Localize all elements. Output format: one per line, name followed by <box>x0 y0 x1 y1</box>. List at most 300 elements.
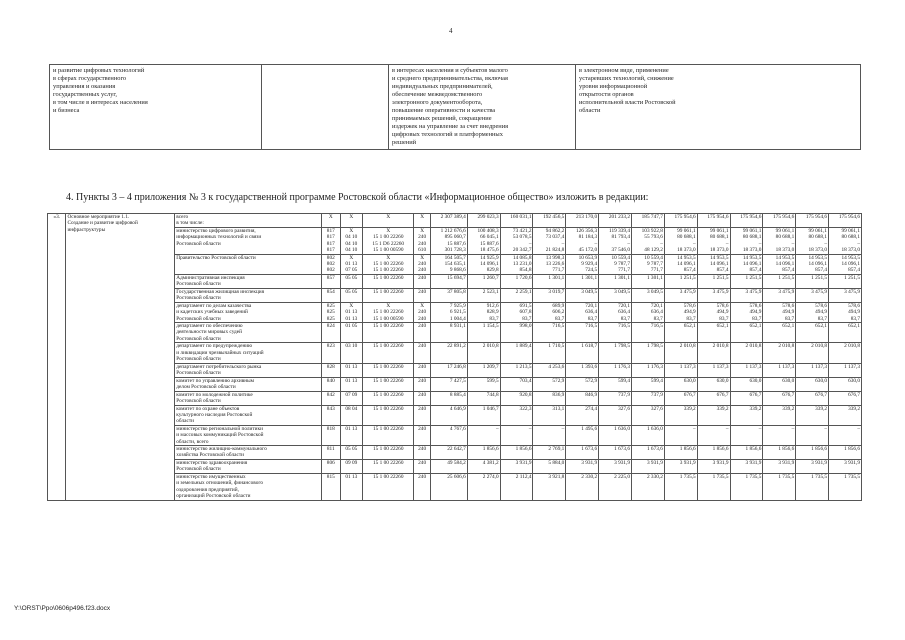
year-value: 1 856,6 <box>664 445 697 459</box>
year-value: 2 010,8 <box>664 343 697 363</box>
year-value: 1 301,1 <box>533 274 566 288</box>
year-value: 14 953,5 14 096,1 857,4 <box>730 254 763 274</box>
year-value: 3 931,9 <box>500 459 533 473</box>
total-value: 4 646,9 <box>430 405 467 425</box>
year-value: 185 747,7 <box>632 214 665 228</box>
year-value: 703,4 <box>500 377 533 391</box>
year-value: 175 954,6 <box>829 214 862 228</box>
total-value: 22 891,2 <box>430 343 467 363</box>
year-value: 1 673,6 <box>632 445 665 459</box>
executor-name: комитет по охране объектов культурного наследия Ростовской области <box>175 405 322 425</box>
executor-name: департамент по обеспечению деятельности мировых судей Ростовской области <box>175 323 322 343</box>
grbs-code: 811 <box>322 445 340 459</box>
year-value: 1 176,3 <box>632 363 665 377</box>
vr-code: 240 <box>414 377 430 391</box>
csr-code: 15 1 00 22260 <box>363 425 414 445</box>
total-value: 7 427,5 <box>430 377 467 391</box>
year-value: 720,1 636,4 83,7 <box>566 302 599 322</box>
total-value: 17 246,8 <box>430 363 467 377</box>
executor-name: комитет по управлению архивным делом Ростовской области <box>175 377 322 391</box>
year-value: 2 225,0 <box>599 473 632 500</box>
year-value: 2 010,8 <box>763 343 796 363</box>
year-value: 1 137,3 <box>730 363 763 377</box>
year-value: 327,6 <box>599 405 632 425</box>
year-value: 3 931,9 <box>632 459 665 473</box>
vr-code: 240 <box>414 473 430 500</box>
year-value: 3 475,9 <box>730 288 763 302</box>
file-path-footer: Y:\ORST\Ppo\0606p496.f23.docx <box>14 605 111 612</box>
year-value: 3 475,9 <box>664 288 697 302</box>
year-value: 99 061,1 80 688,1 – 18 373,0 <box>697 228 730 255</box>
year-value: 1 176,3 <box>599 363 632 377</box>
year-value: 716,5 <box>533 323 566 343</box>
year-value: 1 856,6 <box>467 445 500 459</box>
year-value: 14 953,5 14 096,1 857,4 <box>829 254 862 274</box>
year-value: 1 046,7 <box>467 405 500 425</box>
year-value: 691,5 607,8 83,7 <box>500 302 533 322</box>
grbs-code: X <box>322 214 340 228</box>
year-value: 1 710,5 <box>533 343 566 363</box>
year-value: 3 475,9 <box>763 288 796 302</box>
year-value: 126 356,3 81 184,3 – 45 172,0 <box>566 228 599 255</box>
grbs-code: 823 <box>322 343 340 363</box>
year-value: 3 931,9 <box>697 459 730 473</box>
year-value: 119 339,4 81 793,4 – 37 546,0 <box>599 228 632 255</box>
year-value: 14 953,5 14 096,1 857,4 <box>763 254 796 274</box>
section-heading: 4. Пункты 3 – 4 приложения № 3 к государственной программе Ростовской области «Информационное общество» изложить в редакции: <box>66 192 649 203</box>
year-value: 1 137,3 <box>763 363 796 377</box>
year-value: 4 253,6 <box>533 363 566 377</box>
year-value: 1 673,6 <box>566 445 599 459</box>
year-value: 652,1 <box>664 323 697 343</box>
rzpr-code: X <box>340 214 363 228</box>
year-value: 1 636,0 <box>599 425 632 445</box>
vr-code: 240 <box>414 459 430 473</box>
top-table <box>49 64 861 150</box>
year-value: 99 061,1 80 688,1 – 18 373,0 <box>763 228 796 255</box>
total-value: 8 885,4 <box>430 391 467 405</box>
csr-code: 15 1 00 22260 <box>363 323 414 343</box>
executor-name: министерство здравоохранения Ростовской области <box>175 459 322 473</box>
year-value: 630,0 <box>664 377 697 391</box>
year-value: – <box>664 425 697 445</box>
rzpr-code: 03 10 <box>340 343 363 363</box>
year-value: 1 137,3 <box>796 363 829 377</box>
year-value: – <box>829 425 862 445</box>
year-value: 14 085,8 13 231,0 854,8 <box>500 254 533 274</box>
year-value: 1 856,6 <box>697 445 730 459</box>
vr-code: 240 <box>414 288 430 302</box>
csr-code: 15 1 00 22260 <box>363 459 414 473</box>
total-value: 37 805,8 <box>430 288 467 302</box>
year-value: 339,2 <box>664 405 697 425</box>
rzpr-code: 01 13 <box>340 425 363 445</box>
year-value: 3 921,8 <box>533 473 566 500</box>
year-value: 920,8 <box>500 391 533 405</box>
year-value: 1 673,6 <box>599 445 632 459</box>
year-value: 676,7 <box>730 391 763 405</box>
year-value: 1 137,3 <box>697 363 730 377</box>
grbs-code: 802 802 802 <box>322 254 340 274</box>
year-value: 1 137,3 <box>829 363 862 377</box>
year-value: 3 931,9 <box>664 459 697 473</box>
vr-code: 240 <box>414 405 430 425</box>
rzpr-code: 01 13 <box>340 363 363 377</box>
year-value: 1 636,0 <box>632 425 665 445</box>
rzpr-code: 01 05 <box>340 323 363 343</box>
rzpr-code: 07 09 <box>340 391 363 405</box>
rzpr-code: 05 05 <box>340 288 363 302</box>
year-value: 99 061,1 80 688,1 – 18 373,0 <box>664 228 697 255</box>
year-value: 652,1 <box>730 323 763 343</box>
top-col3: в интересах населения и субъектов малого и среднего предпринимательства, включая индивидуальных предпринимателей, обеспечение межведомственного электронного документооборота, повышение оперативности и качества принимаемых решений, сокращение издержек на управление за счет внедрения цифровых технологий и платформенных решений <box>389 65 576 150</box>
year-value: 1 260,7 <box>467 274 500 288</box>
grbs-code: 817 817 817 817 <box>322 228 340 255</box>
year-value: 1 251,5 <box>829 274 862 288</box>
csr-code: 15 1 00 22260 <box>363 405 414 425</box>
grbs-code: 815 <box>322 473 340 500</box>
year-value: 339,2 <box>796 405 829 425</box>
year-value: 1 618,7 <box>566 343 599 363</box>
year-value: 3 931,9 <box>796 459 829 473</box>
vr-code: 240 <box>414 425 430 445</box>
vr-code: X 240 240 610 <box>414 228 430 255</box>
year-value: 1 735,5 <box>697 473 730 500</box>
executor-name: департамент потребительского рынка Ростовской области <box>175 363 322 377</box>
rzpr-code: 05 05 <box>340 274 363 288</box>
total-value: 7 925,9 6 921,5 1 004,4 <box>430 302 467 322</box>
total-value: 164 505,7 154 635,1 9 868,6 <box>430 254 467 274</box>
year-value: 10 653,9 9 929,4 724,5 <box>566 254 599 274</box>
csr-code: 15 1 00 22260 <box>363 473 414 500</box>
executor-name: министерство цифрового развития, информационных технологий и связи Ростовской области <box>175 228 322 255</box>
year-value: 160 031,1 <box>500 214 533 228</box>
year-value: 676,7 <box>829 391 862 405</box>
year-value: 676,7 <box>664 391 697 405</box>
year-value: 630,0 <box>796 377 829 391</box>
page-number: 4 <box>449 27 453 35</box>
year-value: 3 049,5 <box>566 288 599 302</box>
year-value: 1 735,5 <box>664 473 697 500</box>
year-value: 14 953,5 14 096,1 857,4 <box>697 254 730 274</box>
executor-name: министерство региональной политики и массовых коммуникаций Ростовской области, всего <box>175 425 322 445</box>
vr-code: X 240 240 <box>414 302 430 322</box>
year-value: 94 862,2 73 037,4 – 21 824,8 <box>533 228 566 255</box>
year-value: – <box>467 425 500 445</box>
year-value: 578,6 494,9 83,7 <box>763 302 796 322</box>
executor-name: департамент по предупреждению и ликвидации чрезвычайных ситуаций Ростовской области <box>175 343 322 363</box>
year-value: 716,5 <box>566 323 599 343</box>
year-value: 192 456,5 <box>533 214 566 228</box>
year-value: 2 274,0 <box>467 473 500 500</box>
rzpr-code: X 01 13 01 13 <box>340 302 363 322</box>
grbs-code: 842 <box>322 391 340 405</box>
top-col2 <box>262 65 389 150</box>
year-value: 2 010,8 <box>730 343 763 363</box>
year-value: 14 953,5 14 096,1 857,4 <box>796 254 829 274</box>
year-value: 2 259,1 <box>500 288 533 302</box>
year-value: 1 735,5 <box>730 473 763 500</box>
year-value: 175 954,6 <box>796 214 829 228</box>
year-value: 1 735,5 <box>829 473 862 500</box>
year-value: 1 798,5 <box>599 343 632 363</box>
year-value: 14 953,5 14 096,1 857,4 <box>664 254 697 274</box>
year-value: 73 421,2 53 078,5 – 20 342,7 <box>500 228 533 255</box>
year-value: 599,4 <box>632 377 665 391</box>
year-value: 175 954,6 <box>697 214 730 228</box>
vr-code: X 240 240 <box>414 254 430 274</box>
year-value: 630,0 <box>829 377 862 391</box>
grbs-code: 840 <box>322 377 340 391</box>
year-value: 299 023,3 <box>467 214 500 228</box>
executor-name: министерство жилищно-коммунального хозяйства Ростовской области <box>175 445 322 459</box>
year-value: 1 154,5 <box>467 323 500 343</box>
year-value: 201 233,2 <box>599 214 632 228</box>
year-value: 3 931,9 <box>566 459 599 473</box>
vr-code: 240 <box>414 391 430 405</box>
rzpr-code: X 01 13 07 05 <box>340 254 363 274</box>
executor-name: Государственная жилищная инспекция Ростовской области <box>175 288 322 302</box>
year-value: 1 301,1 <box>599 274 632 288</box>
year-value: 689,9 606,2 83,7 <box>533 302 566 322</box>
csr-code: 15 1 00 22260 <box>363 274 414 288</box>
year-value: 99 061,1 80 688,1 – 18 373,0 <box>829 228 862 255</box>
csr-code: 15 1 00 22260 <box>363 288 414 302</box>
year-value: 630,0 <box>763 377 796 391</box>
year-value: 630,0 <box>730 377 763 391</box>
year-value: 652,1 <box>763 323 796 343</box>
year-value: 1 856,6 <box>796 445 829 459</box>
year-value: 912,6 828,9 83,7 <box>467 302 500 322</box>
year-value: 10 559,4 9 787,7 771,7 <box>599 254 632 274</box>
year-value: 103 922,8 55 793,6 – 48 129,2 <box>632 228 665 255</box>
year-value: 1 251,5 <box>730 274 763 288</box>
year-value: 3 931,9 <box>763 459 796 473</box>
vr-code: 240 <box>414 343 430 363</box>
total-value: 22 642,7 <box>430 445 467 459</box>
year-value: 2 112,4 <box>500 473 533 500</box>
year-value: 716,5 <box>632 323 665 343</box>
year-value: 1 798,5 <box>632 343 665 363</box>
year-value: 1 301,1 <box>632 274 665 288</box>
rzpr-code: 09 09 <box>340 459 363 473</box>
year-value: 339,2 <box>829 405 862 425</box>
year-value: 1 213,5 <box>500 363 533 377</box>
main-table <box>47 213 862 501</box>
year-value: 2 330,2 <box>566 473 599 500</box>
year-value: 2 769,1 <box>533 445 566 459</box>
vr-code: 240 <box>414 323 430 343</box>
year-value: 3 931,9 <box>829 459 862 473</box>
top-col4: в электронном виде, применение устаревших технологий, снижение уровня информационной открытости органов исполнительной власти Ростовской области <box>576 65 861 150</box>
year-value: 1 251,5 <box>763 274 796 288</box>
executor-name: Административная инспекция Ростовской области <box>175 274 322 288</box>
year-value: – <box>796 425 829 445</box>
year-value: 1 735,5 <box>796 473 829 500</box>
year-value: 578,6 494,9 83,7 <box>796 302 829 322</box>
year-value: 100 408,3 66 045,1 15 887,6 18 475,6 <box>467 228 500 255</box>
grbs-code: 857 <box>322 274 340 288</box>
year-value: 339,2 <box>730 405 763 425</box>
year-value: 676,7 <box>796 391 829 405</box>
year-value: 737,9 <box>599 391 632 405</box>
year-value: 1 856,6 <box>500 445 533 459</box>
csr-code: X 15 1 00 22260 15 1 00 00590 <box>363 302 414 322</box>
csr-code: 15 1 00 22260 <box>363 377 414 391</box>
year-value: – <box>763 425 796 445</box>
csr-code: X <box>363 214 414 228</box>
year-value: 1 251,5 <box>796 274 829 288</box>
csr-code: 15 1 00 22260 <box>363 445 414 459</box>
year-value: 652,1 <box>829 323 862 343</box>
vr-code: X <box>414 214 430 228</box>
year-value: 2 010,8 <box>796 343 829 363</box>
year-value: 2 010,8 <box>697 343 730 363</box>
year-value: 5 884,0 <box>533 459 566 473</box>
csr-code: 15 1 00 22260 <box>363 343 414 363</box>
year-value: 716,5 <box>599 323 632 343</box>
year-value: 13 998,3 13 226,6 771,7 <box>533 254 566 274</box>
year-value: 3 049,5 <box>632 288 665 302</box>
year-value: 213 170,0 <box>566 214 599 228</box>
year-value: 1 393,6 <box>566 363 599 377</box>
year-value: 1 856,6 <box>730 445 763 459</box>
total-value: 8 931,1 <box>430 323 467 343</box>
year-value: 2 523,1 <box>467 288 500 302</box>
vr-code: 240 <box>414 445 430 459</box>
year-value: 1 495,6 <box>566 425 599 445</box>
total-value: 25 606,6 <box>430 473 467 500</box>
year-value: 1 856,6 <box>829 445 862 459</box>
year-value: 652,1 <box>697 323 730 343</box>
year-value: 2 010,8 <box>467 343 500 363</box>
vr-code: 240 <box>414 363 430 377</box>
year-value: 846,9 <box>566 391 599 405</box>
rzpr-code: 08 04 <box>340 405 363 425</box>
year-value: 599,4 <box>599 377 632 391</box>
total-value: 2 307 389,4 <box>430 214 467 228</box>
top-col1: и развитие цифровых технологий в сферах государственного управления и оказания государственных услуг, в том числе в интересах населения и бизнеса <box>50 65 262 150</box>
year-value: 3 475,9 <box>796 288 829 302</box>
year-value: 4 381,2 <box>467 459 500 473</box>
total-value: 49 584,2 <box>430 459 467 473</box>
year-value: 1 856,6 <box>763 445 796 459</box>
year-value: 2 010,8 <box>829 343 862 363</box>
year-value: 175 954,6 <box>664 214 697 228</box>
year-value: 652,1 <box>796 323 829 343</box>
grbs-code: 806 <box>322 459 340 473</box>
total-value: 4 767,6 <box>430 425 467 445</box>
total-value: 15 694,7 <box>430 274 467 288</box>
year-value: 3 019,7 <box>533 288 566 302</box>
year-value: 676,7 <box>763 391 796 405</box>
year-value: 175 954,6 <box>730 214 763 228</box>
year-value: 1 301,1 <box>566 274 599 288</box>
year-value: 3 049,5 <box>599 288 632 302</box>
year-value: 322,3 <box>500 405 533 425</box>
csr-code: 15 1 00 22260 <box>363 391 414 405</box>
grbs-code: 818 <box>322 425 340 445</box>
year-value: 3 475,9 <box>697 288 730 302</box>
grbs-code: 828 <box>322 363 340 377</box>
year-value: 998,0 <box>500 323 533 343</box>
rzpr-code: 01 13 <box>340 377 363 391</box>
csr-code: X 15 1 00 22260 15 1 D6 22260 15 1 00 00590 <box>363 228 414 255</box>
executor-name: всего в том числе: <box>175 214 322 228</box>
year-value: 14 925,9 14 096,1 829,8 <box>467 254 500 274</box>
year-value: 99 061,1 80 688,1 – 18 373,0 <box>796 228 829 255</box>
year-value: 10 559,4 9 787,7 771,7 <box>632 254 665 274</box>
year-value: 3 475,9 <box>829 288 862 302</box>
year-value: 3 931,9 <box>599 459 632 473</box>
year-value: 578,6 494,9 83,7 <box>664 302 697 322</box>
year-value: – <box>533 425 566 445</box>
csr-code: 15 1 00 22260 <box>363 363 414 377</box>
year-value: 744,8 <box>467 391 500 405</box>
year-value: 274,4 <box>566 405 599 425</box>
year-value: 2 330,2 <box>632 473 665 500</box>
year-value: – <box>730 425 763 445</box>
year-value: 737,9 <box>632 391 665 405</box>
year-value: 1 251,5 <box>697 274 730 288</box>
executor-name: министерство имущественных и земельных отношений, финансового оздоровления предприятий, организаций Ростовской области <box>175 473 322 500</box>
year-value: – <box>697 425 730 445</box>
year-value: 339,2 <box>697 405 730 425</box>
event-name: Основное мероприятие 1.1. Создание и развитие цифровой инфраструктуры <box>66 214 175 501</box>
year-value: 313,1 <box>533 405 566 425</box>
rzpr-code: 01 13 <box>340 473 363 500</box>
year-value: 720,1 636,4 83,7 <box>599 302 632 322</box>
grbs-code: 854 <box>322 288 340 302</box>
total-value: 1 212 676,6 895 060,7 15 887,6 301 728,3 <box>430 228 467 255</box>
year-value: 599,5 <box>467 377 500 391</box>
year-value: 578,6 494,9 83,7 <box>730 302 763 322</box>
year-value: 836,9 <box>533 391 566 405</box>
rzpr-code: X 04 10 04 10 04 10 <box>340 228 363 255</box>
executor-name: Правительство Ростовской области <box>175 254 322 274</box>
grbs-code: 843 <box>322 405 340 425</box>
row-number: «3. <box>48 214 66 501</box>
year-value: 630,0 <box>697 377 730 391</box>
year-value: 720,1 636,4 83,7 <box>632 302 665 322</box>
year-value: 1 137,3 <box>664 363 697 377</box>
year-value: 339,2 <box>763 405 796 425</box>
year-value: 1 720,6 <box>500 274 533 288</box>
year-value: 1 251,5 <box>664 274 697 288</box>
year-value: 99 061,1 80 688,1 – 18 373,0 <box>730 228 763 255</box>
year-value: 1 209,7 <box>467 363 500 377</box>
year-value: 3 931,9 <box>730 459 763 473</box>
year-value: 572,9 <box>533 377 566 391</box>
year-value: 578,6 494,9 83,7 <box>697 302 730 322</box>
year-value: 1 735,5 <box>763 473 796 500</box>
year-value: 1 889,4 <box>500 343 533 363</box>
csr-code: X 15 1 00 22260 15 1 00 22260 <box>363 254 414 274</box>
year-value: 676,7 <box>697 391 730 405</box>
grbs-code: 824 <box>322 323 340 343</box>
year-value: 572,9 <box>566 377 599 391</box>
executor-name: департамент по делам казачества и кадетских учебных заведений Ростовской области <box>175 302 322 322</box>
executor-name: комитет по молодежной политике Ростовской области <box>175 391 322 405</box>
vr-code: 240 <box>414 274 430 288</box>
year-value: – <box>500 425 533 445</box>
grbs-code: 825 825 825 <box>322 302 340 322</box>
year-value: 578,6 494,9 83,7 <box>829 302 862 322</box>
table-row <box>48 214 862 228</box>
rzpr-code: 05 05 <box>340 445 363 459</box>
year-value: 327,6 <box>632 405 665 425</box>
year-value: 175 954,6 <box>763 214 796 228</box>
